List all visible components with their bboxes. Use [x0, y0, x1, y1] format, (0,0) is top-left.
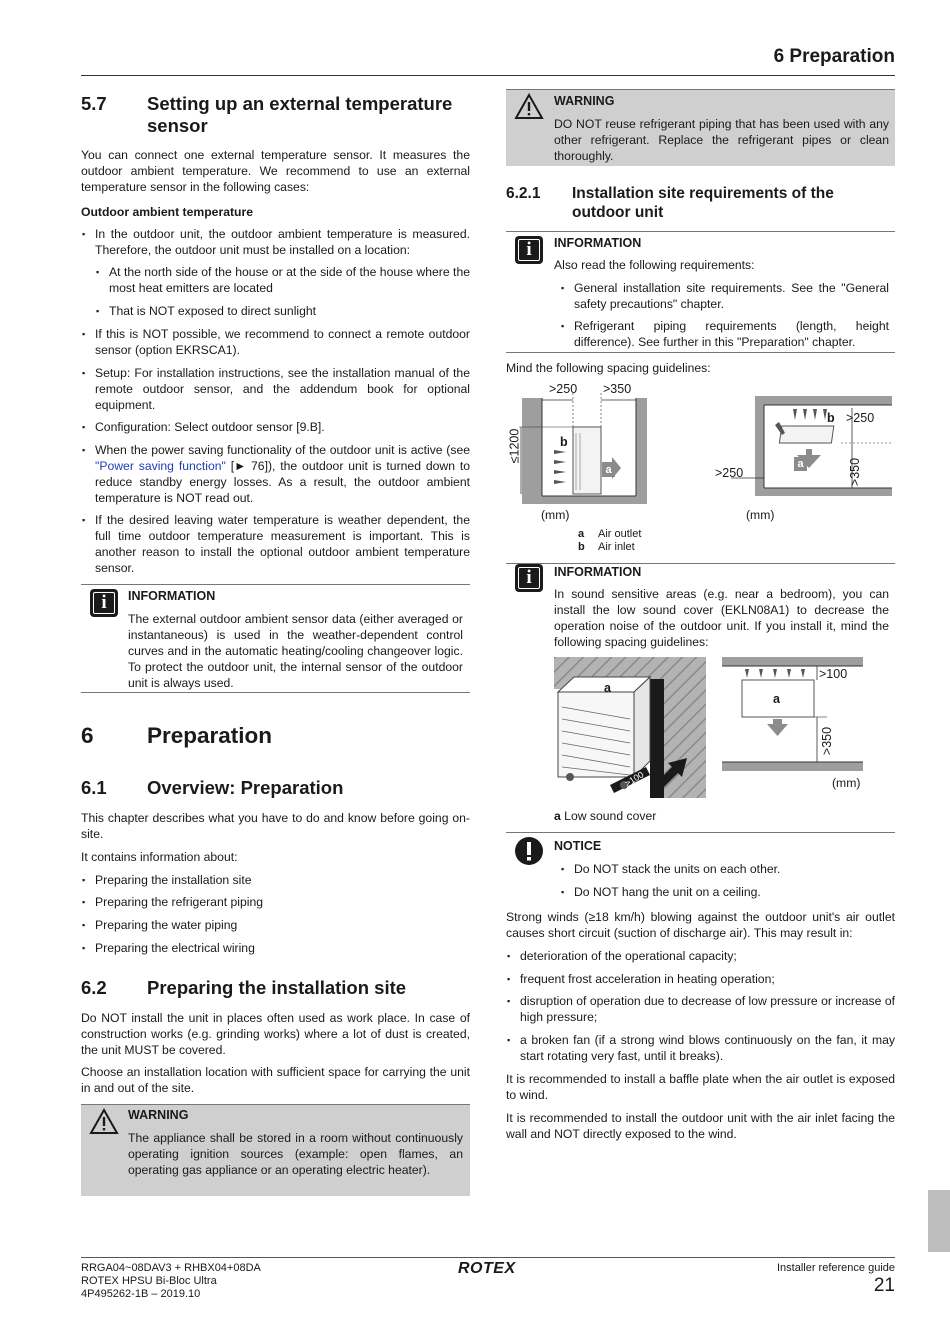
bullet-item: ▪ disruption of operation due to decrease of low pressure or increase of high pressure;	[520, 993, 895, 1025]
unit-label: (mm)	[746, 508, 775, 522]
brand-logo: ROTEX	[458, 1260, 516, 1277]
bullet-item: ▪ a broken fan (if a strong wind blows continuously on the fan, it may start rotating very fast, until it breaks).	[520, 1032, 895, 1064]
section-number: 6.1	[81, 777, 107, 798]
section-heading-5-7	[81, 93, 470, 137]
box-top-rule	[81, 1104, 470, 1105]
info-icon	[515, 236, 543, 264]
legend-key: a	[578, 528, 585, 540]
legend-value: Air inlet	[598, 541, 635, 553]
footer-rule	[81, 1257, 895, 1258]
legend-key: b	[578, 541, 585, 553]
section-title: Overview: Preparation	[147, 777, 344, 798]
bullet-item: ▪ frequent frost acceleration in heating operation;	[520, 971, 895, 987]
paragraph: Choose an installation location with sufficient space for carrying the unit in and out of the site.	[81, 1065, 470, 1095]
list-item: ▪ Preparing the electrical wiring	[95, 940, 470, 956]
box-text: DO NOT reuse refrigerant piping that has been used with any other refrigerant. Replace the refrigerant pipes or clean thoroughly.	[554, 117, 889, 163]
box-text: In sound sensitive areas (e.g. near a bedroom), you can install the low sound cover (EKLN08A1) to decrease the operation noise of the outdoor unit. If you install it, mind the following spacing guidelines:	[554, 587, 889, 649]
callout-label: a	[602, 463, 615, 477]
bullet-text: When the power saving functionality of the outdoor unit is active (see	[95, 443, 470, 457]
list-item: ▪ Preparing the installation site	[95, 872, 470, 888]
bullet-item	[95, 442, 470, 506]
box-title: INFORMATION	[554, 565, 642, 579]
box-title: WARNING	[128, 1108, 189, 1122]
paragraph: It is recommended to install the outdoor unit with the air inlet facing the wall and NOT directly exposed to the wind.	[506, 1111, 895, 1141]
dim-label: >350	[820, 726, 835, 756]
footer-docnum: 4P495262-1B – 2019.10	[81, 1288, 201, 1300]
bullet-item: ▪ Do NOT stack the units on each other.	[574, 861, 889, 877]
bullet-item: ▪ deterioration of the operational capacity;	[520, 948, 895, 964]
section-heading-6-2	[81, 977, 470, 999]
info-glyph: i	[526, 567, 532, 588]
power-saving-link[interactable]: "Power saving function"	[95, 459, 226, 473]
page-number: 21	[873, 1275, 895, 1296]
information-box	[506, 563, 895, 653]
info-icon	[515, 564, 543, 592]
box-title: INFORMATION	[554, 236, 642, 250]
dim-label: >250	[715, 466, 744, 480]
section-title: Preparing the installation site	[147, 977, 407, 998]
subheading: Outdoor ambient temperature	[81, 205, 253, 219]
callout-label: a	[604, 681, 611, 695]
warning-icon	[514, 93, 544, 120]
footer-product: ROTEX HPSU Bi-Bloc Ultra	[81, 1275, 217, 1287]
unit-label: (mm)	[832, 776, 861, 790]
dim-label: >250	[846, 411, 875, 425]
box-top-rule	[81, 584, 470, 585]
info-glyph: i	[101, 592, 107, 613]
paragraph: Strong winds (≥18 km/h) blowing against the outdoor unit's air outlet causes short circuit (suction of discharge air). This may result in:	[506, 910, 895, 940]
bullet-item: ▪ If this is NOT possible, we recommend to connect a remote outdoor sensor (option EKRSCA1).	[95, 326, 470, 358]
section-title: Installation site requirements of the outdoor unit	[572, 185, 834, 221]
section-title: Setting up an external temperature sensor	[147, 93, 453, 136]
notice-icon	[514, 836, 544, 866]
box-top-rule	[506, 231, 895, 232]
paragraph: Mind the following spacing guidelines:	[506, 361, 711, 375]
chapter-number: 6	[81, 723, 94, 748]
bullet-item: ▪ In the outdoor unit, the outdoor ambient temperature is measured. Therefore, the outdoor unit must be installed on a location:	[95, 226, 470, 258]
paragraph: It is recommended to install a baffle plate when the air outlet is exposed to wind.	[506, 1072, 895, 1102]
chapter-heading-6	[81, 723, 470, 756]
info-icon	[90, 589, 118, 617]
dim-label: ≤1200	[507, 428, 522, 464]
legend-item	[578, 539, 635, 555]
bullet-item: ▪ If the desired leaving water temperature is weather dependent, the full time outdoor temperature measurement is important. This is another reason to install the optional outdoor ambient temperature sensor.	[95, 512, 470, 576]
warning-box	[81, 1104, 470, 1196]
box-bottom-rule	[506, 352, 895, 353]
header-rule	[81, 75, 895, 76]
section-heading-6-1	[81, 777, 470, 799]
warning-icon	[89, 1108, 119, 1135]
box-top-rule	[506, 89, 895, 90]
legend-value: Air outlet	[598, 528, 642, 540]
section-number: 6.2.1	[506, 185, 541, 202]
callout-label: a	[773, 692, 780, 706]
paragraph: This chapter describes what you have to do and know before going on-site.	[81, 811, 470, 841]
caption-text: Low sound cover	[560, 809, 657, 823]
dim-label: >350	[848, 457, 863, 487]
notice-box	[506, 832, 895, 904]
box-text: Also read the following requirements:	[554, 258, 755, 272]
box-text: The external outdoor ambient sensor data (either averaged or instantaneous) is used in the weather-dependent control curves and in the automatic heating/cooling changeover logic. To protect the outdoor unit, the internal sensor of the outdoor unit is always used.	[128, 612, 463, 690]
dim-label: >100	[622, 769, 646, 789]
list-item: ▪ Preparing the refrigerant piping	[95, 894, 470, 910]
spacing-diagram-side-view	[506, 378, 666, 523]
footer-guide: Installer reference guide	[776, 1262, 895, 1274]
section-heading-6-2-1	[506, 184, 895, 222]
box-text: The appliance shall be stored in a room without continuously operating ignition sources (example: open flames, an operating gas appliance or an operating electric heater).	[128, 1131, 463, 1177]
box-title: INFORMATION	[128, 589, 216, 603]
bullet-item: ▪ Configuration: Select outdoor sensor [9.B].	[95, 419, 470, 435]
info-glyph: i	[526, 239, 532, 260]
section-number: 5.7	[81, 93, 107, 114]
callout-label: b	[827, 411, 835, 425]
paragraph: It contains information about:	[81, 850, 238, 864]
bullet-text: [► 76]), the outdoor unit is turned down to reduce standby energy losses. As a result, the outdoor ambient temperature is NOT read out.	[95, 459, 470, 505]
information-box	[81, 584, 470, 693]
chapter-title: Preparation	[147, 723, 273, 748]
footer-model: RRGA04~08DAV3 + RHBX04+08DA	[81, 1262, 261, 1274]
figure-caption	[554, 808, 656, 824]
dim-label: >250	[549, 382, 578, 396]
paragraph: Do NOT install the unit in places often used as work place. In case of construction works (e.g. grinding works) where a lot of dust is created, the unit MUST be covered.	[81, 1011, 470, 1057]
box-top-rule	[506, 832, 895, 833]
bullet-item: ▪ That is NOT exposed to direct sunlight	[109, 303, 470, 319]
callout-label: a	[794, 457, 807, 471]
box-title: WARNING	[554, 94, 615, 108]
caption-key: a	[554, 809, 561, 823]
bullet-item: ▪ At the north side of the house or at the side of the house where the most heat emitters are located	[109, 264, 470, 296]
information-box	[506, 231, 895, 353]
unit-label: (mm)	[541, 508, 570, 522]
paragraph: You can connect one external temperature sensor. It measures the outdoor ambient temperature. We recommend to use an external temperature sensor in the following cases:	[81, 148, 470, 194]
callout-label: b	[560, 435, 568, 449]
bullet-item: ▪ Do NOT hang the unit on a ceiling.	[574, 884, 889, 900]
bullet-item: ▪ General installation site requirements. See the "General safety precautions" chapter.	[574, 280, 889, 312]
section-number: 6.2	[81, 977, 107, 998]
page-header-title: 6 Preparation	[773, 46, 895, 67]
dim-label: >350	[603, 382, 632, 396]
box-title: NOTICE	[554, 839, 602, 853]
side-tab	[928, 1190, 950, 1252]
dim-label: >100	[819, 667, 848, 681]
list-item: ▪ Preparing the water piping	[95, 917, 470, 933]
bullet-item: ▪ Refrigerant piping requirements (length, height difference). See further in this "Preparation" chapter.	[574, 318, 889, 350]
box-bottom-rule	[81, 692, 470, 693]
bullet-item: ▪ Setup: For installation instructions, see the installation manual of the remote outdoor sensor, and the addendum book for optional equipment.	[95, 365, 470, 413]
warning-box	[506, 89, 895, 166]
